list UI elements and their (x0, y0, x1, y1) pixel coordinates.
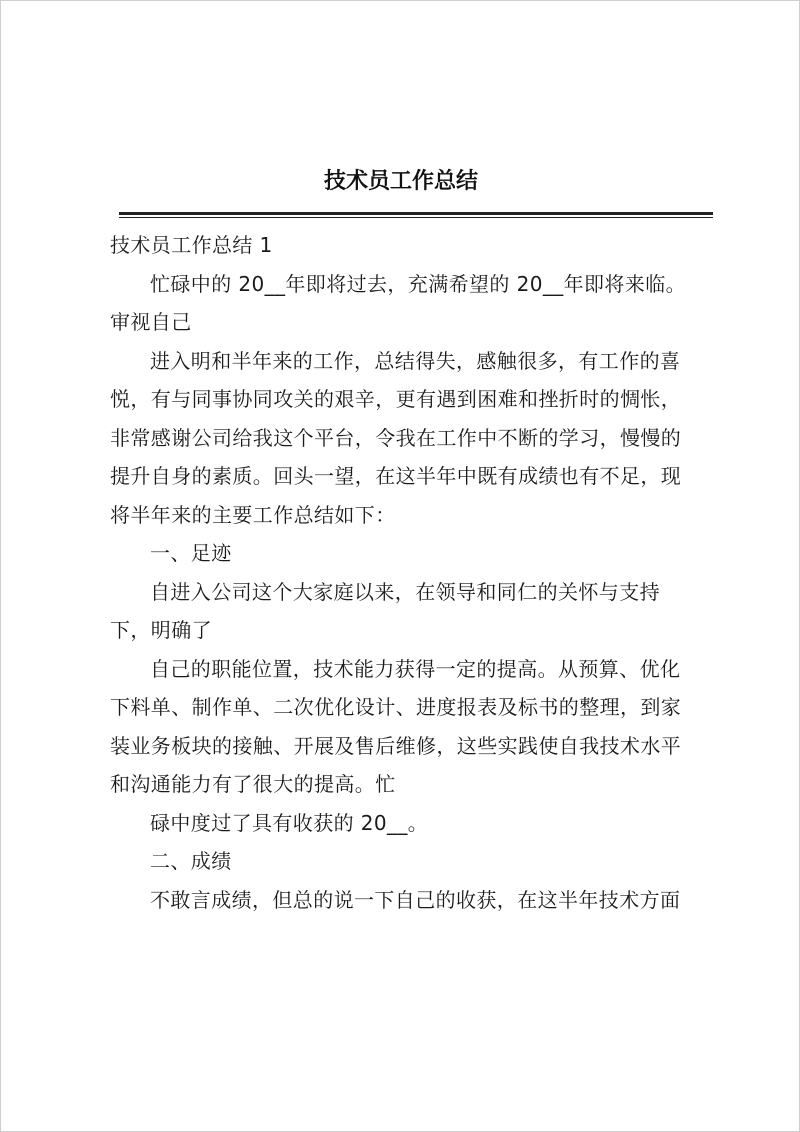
text-line: 和沟通能力有了很大的提高。忙 (110, 772, 396, 796)
section-heading: 二、成绩 (150, 849, 232, 873)
section-heading: 一、足迹 (150, 541, 232, 565)
text-line: 悦，有与同事协同攻关的艰辛，更有遇到困难和挫折时的惆怅， (110, 387, 682, 411)
text-line: 下料单、制作单、二次优化设计、进度报表及标书的整理，到家 (110, 695, 682, 719)
document-title: 技术员工作总结 (323, 168, 478, 194)
text-line: 将半年来的主要工作总结如下： (110, 502, 396, 527)
section-heading: 技术员工作总结 1 (110, 233, 273, 257)
text-line: 自己的职能位置，技术能力获得一定的提高。从预算、优化 (150, 656, 681, 681)
text-line: 进入明和半年来的工作，总结得失，感触很多，有工作的喜 (150, 348, 681, 373)
title-rule-thick (119, 212, 713, 215)
text-line: 非常感谢公司给我这个平台，令我在工作中不断的学习，慢慢的 (110, 425, 682, 450)
document-body (110, 226, 715, 919)
text-line: 下，明确了 (110, 618, 212, 642)
text-line: 审视自己 (110, 310, 192, 334)
title-rule-thin (119, 217, 713, 218)
text-line: 忙碌中的 20__年即将过去，充满希望的 20__年即将来临。 (150, 271, 687, 296)
text-line: 提升自身的素质。回头一望，在这半年中既有成绩也有不足，现 (110, 464, 682, 488)
text-line: 不敢言成绩，但总的说一下自己的收获，在这半年技术方面 (150, 887, 681, 912)
text-line: 装业务板块的接触、开展及售后维修，这些实践使自我技术水平 (110, 733, 682, 758)
text-line: 碌中度过了具有收获的 20__。 (150, 810, 429, 835)
text-line: 自进入公司这个大家庭以来，在领导和同仁的关怀与支持 (150, 579, 660, 604)
